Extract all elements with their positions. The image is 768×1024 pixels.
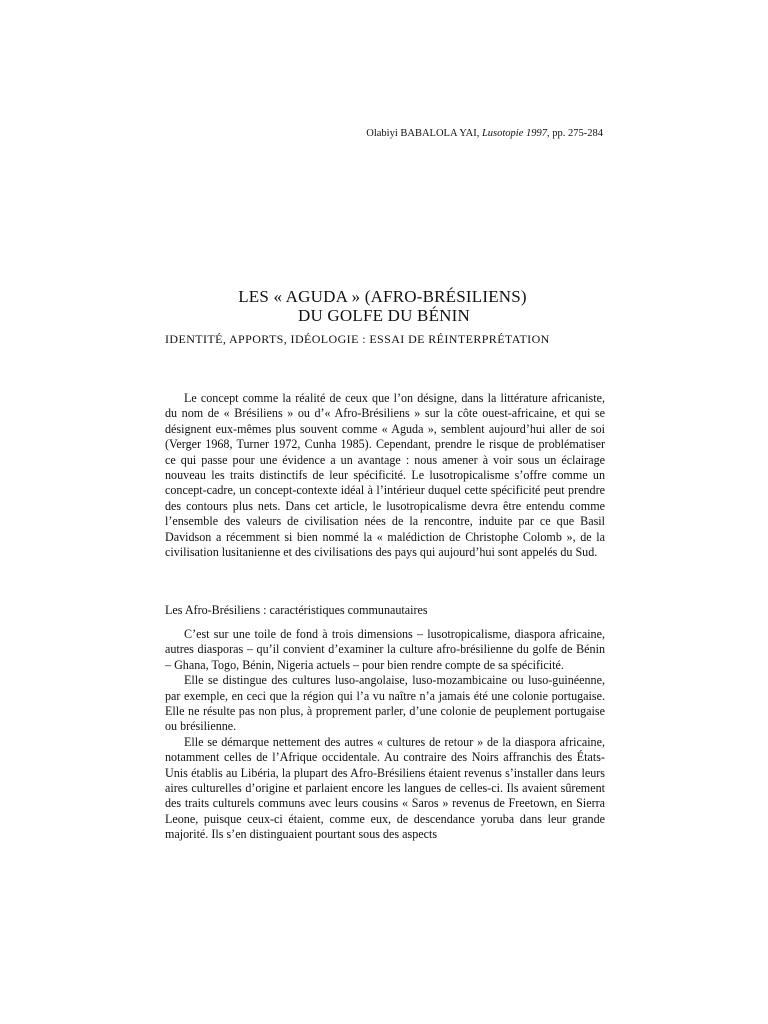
header-pages: , pp. 275-284 (547, 128, 603, 139)
intro-section (165, 391, 605, 560)
intro-paragraph: Le concept comme la réalité de ceux que l’on désigne, dans la littérature africaniste, du nom de « Brésiliens » ou d’« Afro-Brésiliens » sur la côte ouest-africaine, et qui se désignent eux-mêmes plus souvent comme « Aguda », semblent aujourd’hui aller de soi (Verger 1968, Turner 1972, Cunha 1985). Cependant, prendre le risque de problématiser ce qui passe pour une évidence a un avantage : nous amener à voir sous un éclairage nouveau les traits distinctifs de leur spécificité. Le lusotropicalisme s’offre comme un concept-cadre, un concept-contexte idéal à l’intérieur duquel cette spécificité peut prendre des contours plus nets. Dans cet article, le lusotropicalisme devra être entendu comme l’ensemble des valeurs de civilisation nées de la rencontre, induite par ce que Basil Davidson a récemment si bien nommé la « malédiction de Christophe Colomb », de la civilisation lusitanienne et des civilisations des pays qui aujourd’hui sont appelés du Sud. (165, 391, 605, 560)
running-header (366, 128, 603, 139)
section-paragraph-2: Elle se distingue des cultures luso-angolaise, luso-mozambicaine ou luso-guinéenne, par exemple, en ceci que la région qui l’a vu naître n’a jamais été une colonie portugaise. Elle ne résulte pas non plus, à proprement parler, d’une colonie de peuplement portugaise ou brésilienne. (165, 673, 605, 734)
title-line-2: DU GOLFE DU BÉNIN (298, 306, 470, 325)
header-journal: Lusotopie 1997 (481, 128, 547, 139)
article-subtitle: IDENTITÉ, APPORTS, IDÉOLOGIE : ESSAI DE RÉINTERPRÉTATION (165, 332, 550, 346)
header-author: Olabiyi BABALOLA YAI, (366, 128, 480, 139)
section-paragraph-1: C’est sur une toile de fond à trois dimensions – lusotropicalisme, diaspora africaine, autres diasporas – qu’il convient d’examiner la culture afro-brésilienne du golfe de Bénin – Ghana, Togo, Bénin, Nigeria actuels – pour bien rendre compte de sa spécificité. (165, 627, 605, 672)
section-paragraph-3: Elle se démarque nettement des autres « cultures de retour » de la diaspora africaine, notamment celles de l’Afrique occidentale. Au contraire des Noirs affranchis des États-Unis établis au Libéria, la plupart des Afro-Brésiliens étaient revenus s’installer dans leurs aires culturelles d’origine et parlaient encore les langues de celles-ci. Ils avaient sûrement des traits culturels communs avec leurs cousins « Saros » revenus de Freetown, en Sierra Leone, puisque ceux-ci étaient, comme eux, de descendance yoruba dans leur grande majorité. Ils s’en distinguaient pourtant sous des aspects (165, 734, 605, 842)
article-title (0, 287, 768, 325)
section-heading: Les Afro-Brésiliens : caractéristiques communautaires (165, 603, 428, 617)
section-body (165, 627, 605, 843)
title-line-1: LES « AGUDA » (AFRO-BRÉSILIENS) (238, 287, 527, 306)
